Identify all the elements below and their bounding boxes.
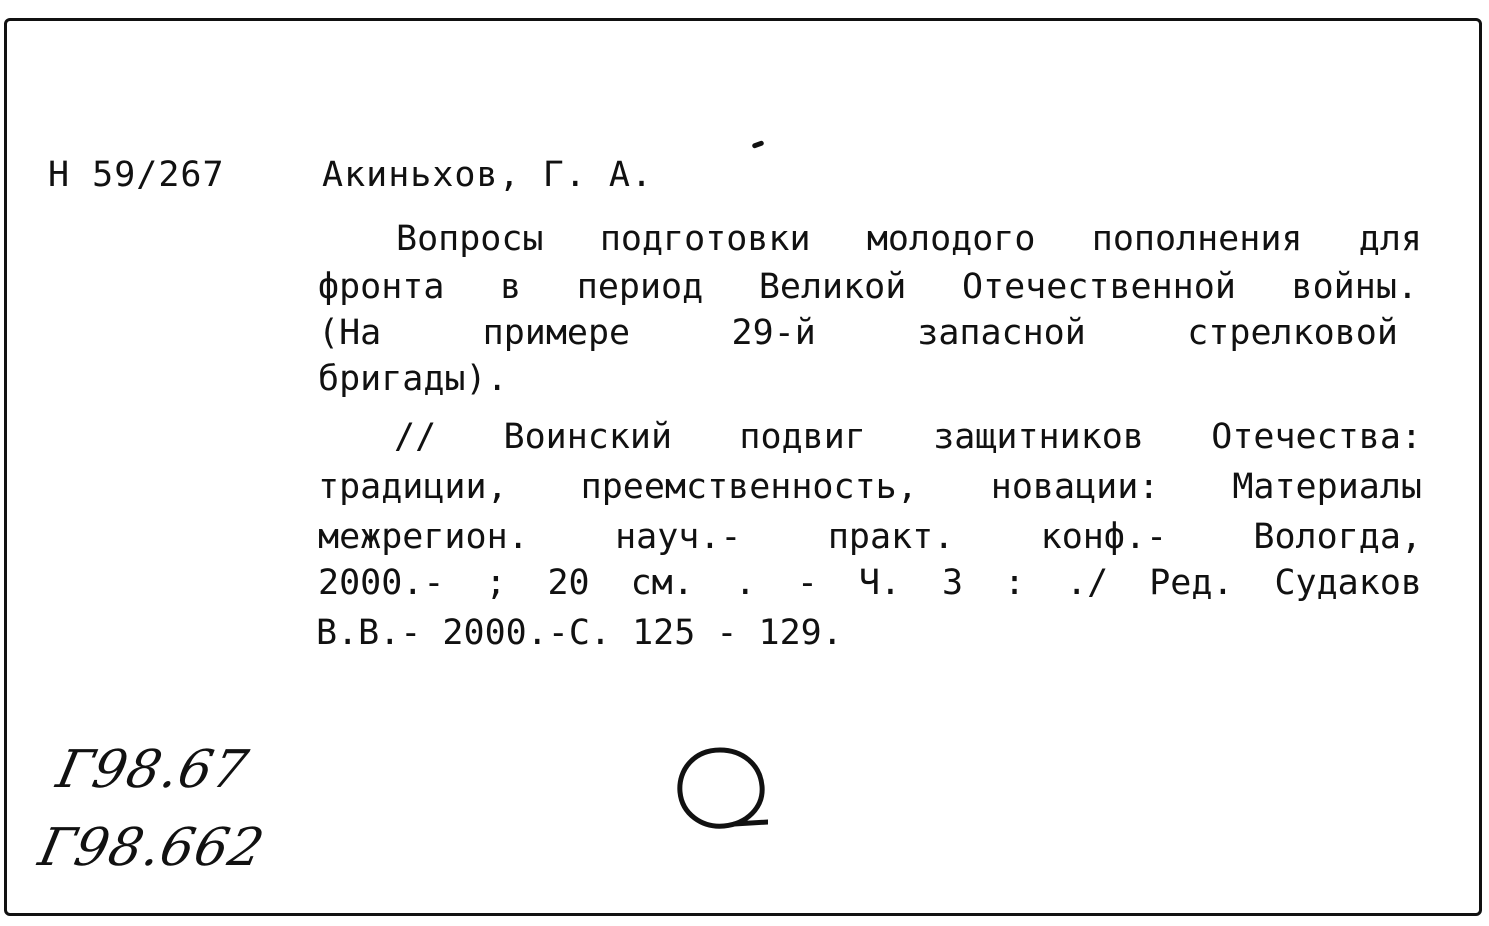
word: ./ [1066, 563, 1109, 603]
word: в [500, 267, 522, 307]
word: Воинский [503, 417, 673, 457]
title-line-3 [318, 313, 1398, 353]
word: Вопросы [396, 219, 544, 259]
word: для [1358, 219, 1422, 259]
word: // [394, 417, 437, 457]
source-line-5: В.В.- 2000.-С. 125 - 129. [316, 613, 843, 653]
word: новации: [990, 467, 1160, 507]
word: Ч. [858, 563, 902, 603]
word: . [734, 563, 756, 603]
word: конф.- [1040, 517, 1168, 557]
word: - [796, 563, 818, 603]
word: Материалы [1232, 467, 1422, 507]
word: пополнения [1091, 219, 1303, 259]
word: запасной [917, 313, 1086, 353]
word: 2000.- [318, 563, 445, 603]
word: Вологда, [1253, 517, 1422, 557]
word: Отечества: [1211, 417, 1422, 457]
handwritten-code-1: Г98.67 [51, 740, 254, 800]
word: 29-й [731, 313, 816, 353]
word: Великой [758, 267, 907, 307]
source-line-1 [394, 417, 1422, 457]
title-line-1 [396, 219, 1422, 259]
word: защитников [933, 417, 1144, 457]
handwritten-code-2: Г98.662 [33, 818, 270, 878]
word: Отечественной [961, 267, 1236, 307]
source-line-3 [318, 517, 1422, 557]
word: примере [482, 313, 631, 353]
word: ; [485, 563, 507, 603]
word: : [1004, 563, 1026, 603]
word: молодого [866, 219, 1036, 259]
word: 3 [941, 563, 964, 603]
author-name: Акиньхов, Г. А. [322, 155, 654, 195]
word: войны. [1291, 267, 1418, 307]
title-line-4: бригады). [318, 359, 508, 399]
source-line-4 [318, 563, 1422, 603]
word: подвиг [739, 417, 866, 457]
word: практ. [827, 517, 955, 557]
circle-mark-icon [672, 744, 768, 832]
source-line-2 [318, 467, 1422, 507]
word: Ред. [1149, 563, 1234, 603]
word: преемственность, [580, 467, 918, 507]
word: Судаков [1274, 563, 1422, 603]
word: межрегион. [318, 517, 529, 557]
word: 20 [547, 563, 590, 603]
word: традиции, [318, 467, 508, 507]
word: подготовки [599, 219, 811, 259]
word: период [576, 267, 704, 307]
word: фронта [318, 267, 445, 307]
title-line-2 [318, 267, 1418, 307]
shelfmark: Н 59/267 [48, 155, 225, 195]
word: (На [318, 313, 382, 353]
word: стрелковой [1187, 313, 1398, 353]
word: см. [630, 563, 694, 603]
word: науч.- [615, 517, 742, 557]
